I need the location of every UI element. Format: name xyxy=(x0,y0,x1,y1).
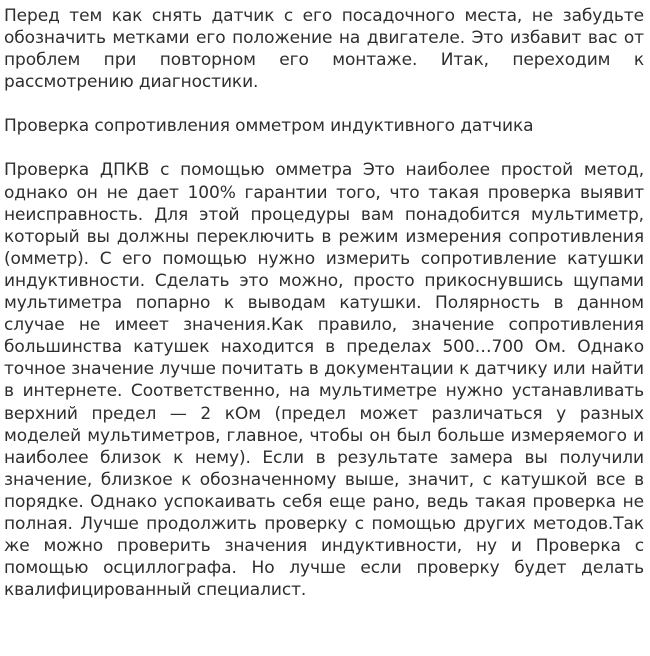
spacer xyxy=(4,137,644,159)
intro-paragraph: Перед тем как снять датчик с его посадочного места, не забудьте обозначить метками его положение на двигателе. Это избавит вас от проблем при повторном его монтаже. Итак, переходим к рассмотрению диагностики. xyxy=(4,6,644,93)
body-paragraph: Проверка ДПКВ с помощью омметра Это наиболее простой метод, однако он не дает 100% гарантии того, что такая проверка выявит неисправность. Для этой процедуры вам понадобится мультиметр, который вы должны переключить в режим измерения сопротивления (омметр). С его помощью нужно измерить сопротивление катушки индуктивности. Сделать это можно, просто прикоснувшись щупами мультиметра попарно к выводам катушки. Полярность в данном случае не имеет значения.Как правило, значение сопротивления большинства катушек находится в пределах 500…700 Ом. Однако точное значение лучше почитать в документации к датчику или найти в интернете. Соответственно, на мультиметре нужно устанавливать верхний предел — 2 кОм (предел может различаться у разных моделей мультиметров, главное, чтобы он был больше измеряемого и наиболее близок к нему). Если в результате замера вы получили значение, близкое к обозначенному выше, значит, с катушкой все в порядке. Однако успокаивать себя еще рано, ведь такая проверка не полная. Лучше продолжить проверку с помощью других методов.Так же можно проверить значения индуктивности, ну и Проверка с помощью осциллографа. Но лучше если проверку будет делать квалифицированный специалист. xyxy=(4,160,644,601)
section-heading: Проверка сопротивления омметром индуктивного датчика xyxy=(4,116,534,137)
spacer xyxy=(4,93,644,115)
